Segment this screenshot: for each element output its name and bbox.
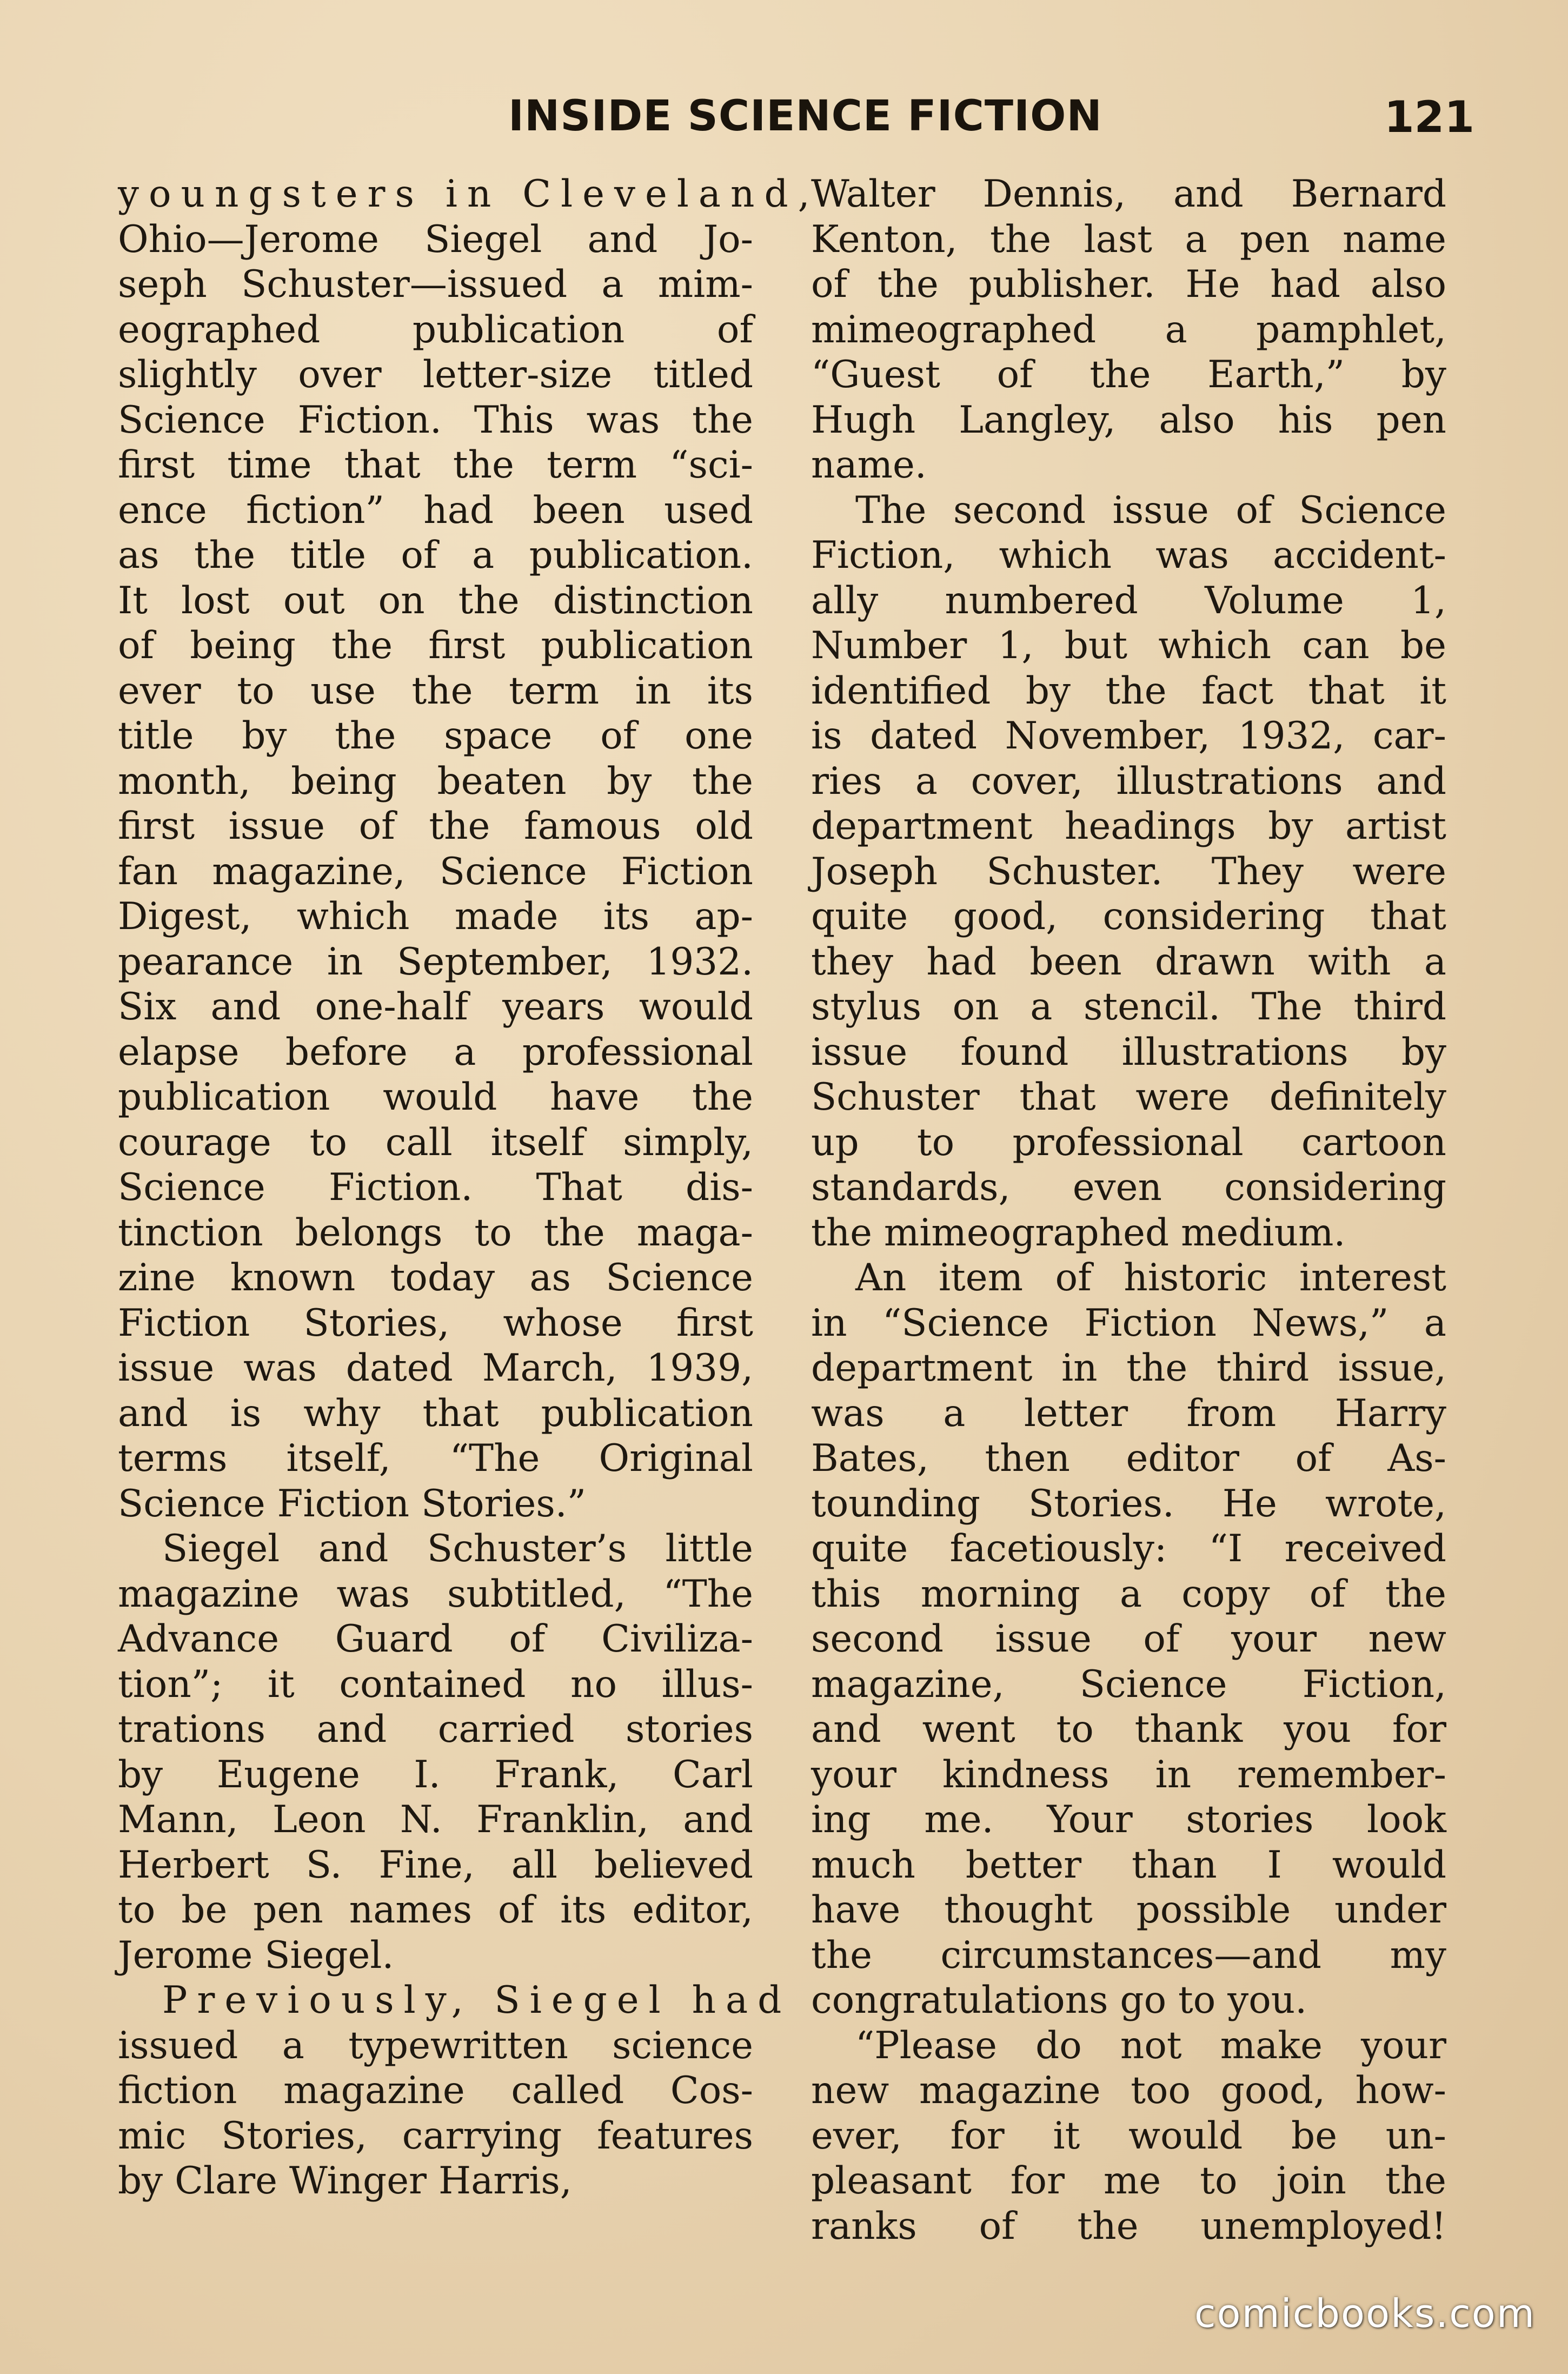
- text-line: trations and carried stories: [118, 1708, 753, 1751]
- text-line: was a letter from Harry: [811, 1391, 1446, 1435]
- text-line: Joseph Schuster. They were: [811, 850, 1446, 893]
- text-line: Science Fiction. This was the: [118, 398, 753, 442]
- text-line: of being the first publication: [118, 624, 753, 667]
- text-line: zine known today as Science: [118, 1256, 753, 1299]
- text-line: title by the space of one: [118, 714, 753, 758]
- text-line: much better than I would: [811, 1843, 1446, 1887]
- text-line: month, being beaten by the: [118, 759, 753, 803]
- text-line: first time that the term “sci-: [118, 443, 753, 487]
- text-line: the circumstances—and my: [811, 1933, 1446, 1977]
- text-line: Jerome Siegel.: [118, 1933, 394, 1977]
- text-line: stylus on a stencil. The third: [811, 985, 1446, 1029]
- text-line: Bates, then editor of As-: [811, 1437, 1446, 1480]
- text-line: fan magazine, Science Fiction: [118, 850, 753, 893]
- text-line: fiction magazine called Cos-: [118, 2069, 753, 2112]
- text-line: new magazine too good, how-: [811, 2069, 1446, 2112]
- page-number: 121: [1384, 92, 1474, 142]
- text-line: terms itself, “The Original: [118, 1437, 753, 1480]
- text-line: they had been drawn with a: [811, 940, 1446, 984]
- text-line: mimeographed a pamphlet,: [811, 308, 1446, 352]
- text-line: and is why that publication: [118, 1391, 753, 1435]
- text-line: your kindness in remember-: [811, 1753, 1446, 1796]
- text-line: courage to call itself simply,: [118, 1120, 753, 1164]
- text-line: Hugh Langley, also his pen: [811, 398, 1446, 442]
- text-line: Ohio—Jerome Siegel and Jo-: [118, 217, 753, 261]
- text-line: The second issue of Science: [855, 488, 1446, 532]
- text-line: Schuster that were definitely: [811, 1076, 1446, 1119]
- text-line: name.: [811, 443, 927, 487]
- text-line: Advance Guard of Civiliza-: [118, 1617, 753, 1661]
- text-line: slightly over letter-size titled: [118, 353, 753, 396]
- text-line: ries a cover, illustrations and: [811, 759, 1446, 803]
- text-line: as the title of a publication.: [118, 534, 753, 577]
- text-line: seph Schuster—issued a mim-: [118, 263, 753, 306]
- text-line: “Guest of the Earth,” by: [811, 353, 1446, 396]
- text-line: tounding Stories. He wrote,: [811, 1482, 1446, 1526]
- text-line: department in the third issue,: [811, 1347, 1446, 1390]
- paragraph: [118, 172, 820, 1527]
- text-line: have thought possible under: [811, 1888, 1446, 1932]
- text-line: ranks of the unemployed!: [811, 2204, 1446, 2248]
- text-line: mic Stories, carrying features: [118, 2114, 753, 2158]
- text-line: ence fiction” had been used: [118, 488, 753, 532]
- text-line: tinction belongs to the maga-: [118, 1211, 753, 1255]
- text-line: is dated November, 1932, car-: [811, 714, 1446, 758]
- text-line: Walter Dennis, and Bernard: [811, 173, 1446, 216]
- text-line: tion”; it contained no illus-: [118, 1662, 753, 1706]
- text-line: youngsters in Cleveland,: [118, 173, 820, 216]
- text-line: Herbert S. Fine, all believed: [118, 1843, 753, 1887]
- text-line: “Please do not make your: [855, 2024, 1446, 2067]
- text-line: and went to thank you for: [811, 1708, 1446, 1751]
- text-line: issue was dated March, 1939,: [118, 1347, 753, 1390]
- text-line: ing me. Your stories look: [811, 1798, 1446, 1841]
- text-line: Number 1, but which can be: [811, 624, 1446, 667]
- text-line: Six and one-half years would: [118, 985, 753, 1029]
- paragraph: [811, 488, 1446, 1256]
- paragraph: [811, 2024, 1446, 2250]
- text-line: issue found illustrations by: [811, 1030, 1446, 1074]
- text-line: department headings by artist: [811, 805, 1446, 848]
- text-line: to be pen names of its editor,: [118, 1888, 753, 1932]
- text-line: elapse before a professional: [118, 1030, 753, 1074]
- text-line: in “Science Fiction News,” a: [811, 1301, 1446, 1345]
- text-line: ally numbered Volume 1,: [811, 579, 1446, 622]
- text-line: Fiction, which was accident-: [811, 534, 1446, 577]
- page-header: [0, 92, 1568, 157]
- text-line: pearance in September, 1932.: [118, 940, 753, 984]
- text-line: publication would have the: [118, 1076, 753, 1119]
- text-line: up to professional cartoon: [811, 1120, 1446, 1164]
- text-line: this morning a copy of the: [811, 1572, 1446, 1616]
- text-line: issued a typewritten science: [118, 2024, 753, 2067]
- text-line: quite facetiously: “I received: [811, 1527, 1446, 1570]
- text-line: ever to use the term in its: [118, 669, 753, 713]
- paragraph: [118, 1527, 753, 1978]
- text-line: An item of historic interest: [855, 1256, 1446, 1299]
- paragraph: [118, 1978, 792, 2204]
- text-line: identified by the fact that it: [811, 669, 1446, 713]
- text-line: the mimeographed medium.: [811, 1211, 1346, 1255]
- watermark: comicbooks.com: [1194, 2291, 1536, 2336]
- text-line: Siegel and Schuster’s little: [162, 1527, 753, 1570]
- paragraph: [811, 1256, 1446, 2024]
- text-line: Science Fiction Stories.”: [118, 1482, 587, 1526]
- paragraph: [811, 172, 1446, 488]
- text-line: Kenton, the last a pen name: [811, 217, 1446, 261]
- text-line: standards, even considering: [811, 1166, 1446, 1209]
- text-line: first issue of the famous old: [118, 805, 753, 848]
- text-line: It lost out on the distinction: [118, 579, 753, 622]
- text-line: ever, for it would be un-: [811, 2114, 1446, 2158]
- text-line: magazine was subtitled, “The: [118, 1572, 753, 1616]
- text-line: eographed publication of: [118, 308, 753, 352]
- text-line: second issue of your new: [811, 1617, 1446, 1661]
- text-line: by Eugene I. Frank, Carl: [118, 1753, 753, 1796]
- text-line: Digest, which made its ap-: [118, 895, 753, 938]
- text-line: magazine, Science Fiction,: [811, 1662, 1446, 1706]
- text-line: pleasant for me to join the: [811, 2159, 1446, 2203]
- text-line: Mann, Leon N. Franklin, and: [118, 1798, 753, 1841]
- text-line: of the publisher. He had also: [811, 263, 1446, 306]
- text-line: Science Fiction. That dis-: [118, 1166, 753, 1209]
- left-column: [118, 172, 820, 2204]
- text-line: Previously, Siegel had: [162, 1979, 792, 2022]
- text-line: Fiction Stories, whose first: [118, 1301, 753, 1345]
- text-line: by Clare Winger Harris,: [118, 2159, 572, 2203]
- text-line: congratulations go to you.: [811, 1979, 1307, 2022]
- text-line: quite good, considering that: [811, 895, 1446, 938]
- right-column: [811, 172, 1446, 2249]
- running-title: INSIDE SCIENCE FICTION: [508, 92, 1102, 141]
